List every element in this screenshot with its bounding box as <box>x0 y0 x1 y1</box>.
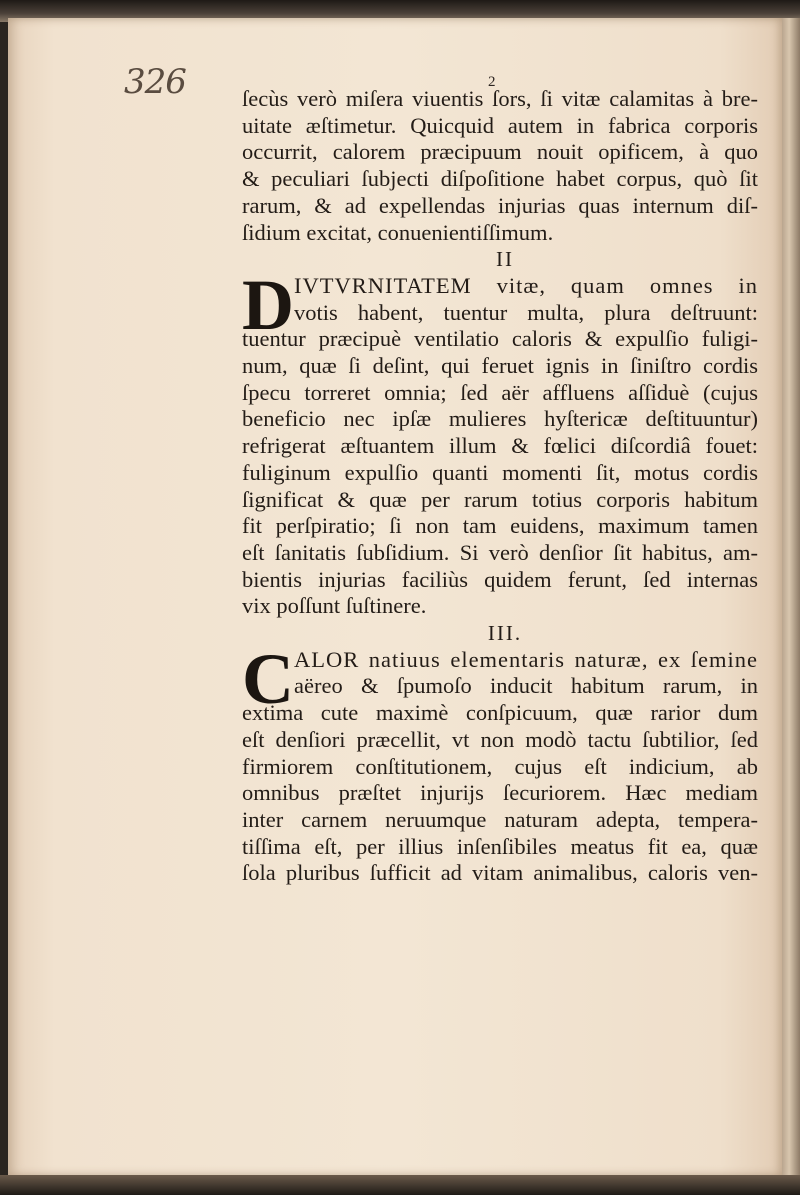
section-numeral-iii: III. <box>487 621 523 646</box>
section-ii-paragraph <box>242 264 758 620</box>
text-line: eſt denſiori præcellit, vt non modò tactu ſubtilior, ſed <box>242 726 758 752</box>
text-line: ALOR natiuus elementaris naturæ, ex ſemine <box>294 646 758 672</box>
text-line: rarum, & ad expellendas injurias quas internum diſ- <box>242 192 758 218</box>
text-line: bientis injurias faciliùs quidem ferunt, ſed internas <box>242 566 758 592</box>
text-line: omnibus præſtet injurijs ſecuriorem. Hæc mediam <box>242 780 758 806</box>
text-line: beneficio nec ipſæ mulieres hyſtericæ deſtituuntur) <box>242 406 758 432</box>
text-line: ſecùs verò miſera viuentis ſors, ſi vitæ calamitas à bre- <box>242 86 758 111</box>
text-line: refrigerat æſtuantem illum & fœlici diſcordiâ fouet: <box>242 433 758 459</box>
text-line: & peculiari ſubjecti diſpoſitione habet corpus, quò ſit <box>242 166 758 192</box>
section-iii-paragraph <box>242 638 758 887</box>
text-line: eſt ſanitatis ſubſidium. Si verò denſior ſit habitus, am- <box>242 539 758 565</box>
text-line: num, quæ ſi deſint, qui feruet ignis in ſiniſtro cordis <box>242 353 758 379</box>
text-line: uitate æſtimetur. Quicquid autem in fabrica corporis <box>242 112 758 138</box>
body-text <box>242 86 758 887</box>
text-line: fuliginum expulſio quanti momenti ſit, motus cordis <box>242 459 758 485</box>
drop-cap-c: C <box>242 638 294 719</box>
handwritten-page-number: 326 <box>124 62 186 102</box>
text-line: fit perſpiratio; ſi non tam euidens, maximum tamen <box>242 513 758 539</box>
text-line: tiſſima eſt, per illius inſenſibiles meatus fit ea, quæ <box>242 833 758 859</box>
text-line: ſidium excitat, conuenientiſſimum. <box>242 219 554 245</box>
text-line: ſola pluribus ſufficit ad vitam animalibus, caloris ven- <box>242 860 758 886</box>
intro-paragraph <box>242 86 758 246</box>
next-page-edge <box>782 18 800 1176</box>
text-line: aëreo & ſpumoſo inducit habitum rarum, in <box>294 673 758 699</box>
text-line: votis habent, tuentur multa, plura deſtruunt: <box>294 299 758 325</box>
signature-mark: 2 <box>488 74 496 90</box>
section-numeral-ii: II <box>496 247 514 272</box>
text-line: occurrit, calorem præcipuum nouit opificem, à quo <box>242 139 758 165</box>
text-line: IVTVRNITATEM vitæ, quam omnes in <box>294 272 758 298</box>
text-line: firmiorem conſtitutionem, cujus eſt indicium, ab <box>242 753 758 779</box>
text-line: inter carnem neruumque naturam adepta, tempera- <box>242 806 758 832</box>
drop-cap-d: D <box>242 264 294 345</box>
text-line: extima cute maximè conſpicuum, quæ rarior dum <box>242 700 758 726</box>
text-line: ſignificat & quæ per rarum totius corporis habitum <box>242 486 758 512</box>
text-line: ſpecu torreret omnia; ſed aër affluens aſſiduè (cujus <box>242 379 758 405</box>
text-line: tuentur præcipuè ventilatio caloris & expulſio fuligi- <box>242 326 758 352</box>
book-bottom-edge <box>0 1175 800 1195</box>
text-line: vix poſſunt ſuſtinere. <box>242 593 427 619</box>
